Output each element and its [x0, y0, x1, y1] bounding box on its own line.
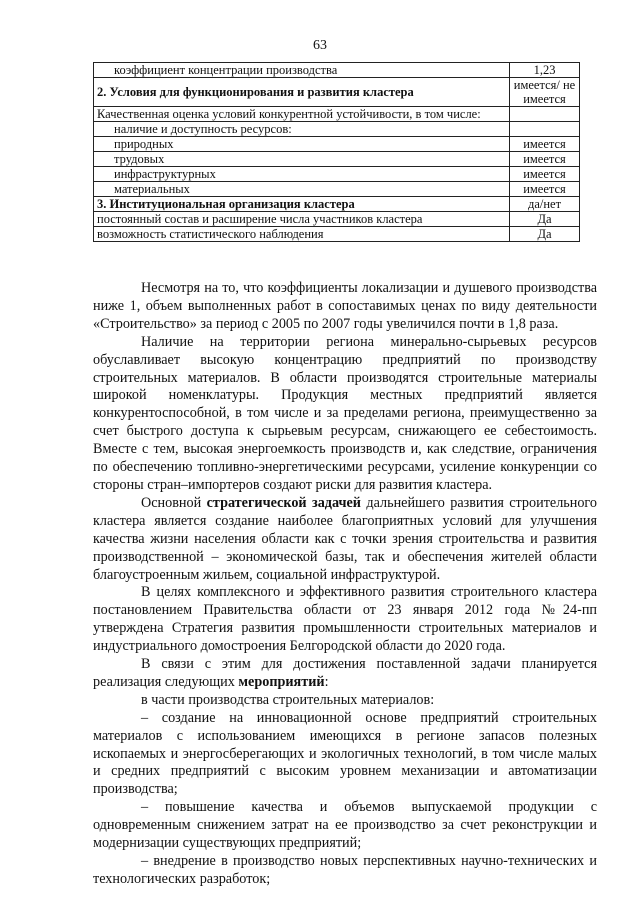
paragraph-text: Несмотря на то, что коэффициенты локализации и душевого производства ниже 1, объем выполненных работ в сопоставимых ценах по виду деятельности «Строительство» за период с 2005 по 2007 годы увеличился почти в 1,8 раза.: [93, 280, 597, 332]
row-label: коэффициент концентрации производства: [94, 63, 510, 78]
paragraph-text-tail: :: [324, 673, 329, 690]
paragraph: [93, 280, 597, 334]
paragraph-text: – внедрение в производство новых перспективных научно-технических и технологических разработок;: [93, 853, 597, 887]
emphasis-text: стратегической задачей: [206, 494, 361, 511]
paragraph: [93, 799, 597, 853]
table-row: [94, 122, 580, 137]
table-row: [94, 167, 580, 182]
row-value: имеется/ не имеется: [510, 78, 580, 107]
row-value: Да: [510, 212, 580, 227]
row-value: [510, 107, 580, 122]
paragraph-text: В связи с этим для достижения поставленной задачи планируется реализация следующих: [93, 656, 597, 690]
row-label: Качественная оценка условий конкурентной устойчивости, в том числе:: [94, 107, 510, 122]
paragraph-text-tail: дальнейшего развития строительного кластера является создание наиболее благоприятных условий для улучшения качества жизни населения области как с точки зрения строительства и развития производственной – экономической базы, так и обеспечения жителей области благоустроенным жильем, социальной инфраструктурой.: [93, 494, 597, 583]
row-label: наличие и доступность ресурсов:: [94, 122, 510, 137]
table-row: [94, 63, 580, 78]
paragraph: [93, 710, 597, 800]
row-label: возможность статистического наблюдения: [94, 227, 510, 242]
table-row: [94, 107, 580, 122]
row-value: 1,23: [510, 63, 580, 78]
row-label: 2. Условия для функционирования и развития кластера: [94, 78, 510, 107]
row-label: материальных: [94, 182, 510, 197]
paragraph: [93, 495, 597, 585]
table-row: [94, 78, 580, 107]
paragraph-text: – создание на инновационной основе предприятий строительных материалов с использованием имеющихся в регионе запасов полезных ископаемых и энергосберегающих и экологичных технологий, в том числе малых и средних предприятий с высоким уровнем механизации и автоматизации производства;: [93, 709, 597, 798]
paragraph-text: В целях комплексного и эффективного развития строительного кластера постановлением Правительства области от 23 января 2012 года №24-пп утверждена Стратегия развития промышленности строительных материалов и индустриального домостроения Белгородской области до 2020 года.: [93, 584, 597, 655]
row-label: природных: [94, 137, 510, 152]
row-value: Да: [510, 227, 580, 242]
paragraph-text: в части производства строительных материалов:: [141, 691, 435, 708]
row-value: имеется: [510, 182, 580, 197]
table-row: [94, 212, 580, 227]
body-text: [93, 280, 597, 889]
paragraph: [93, 584, 597, 656]
row-value: [510, 122, 580, 137]
row-value: да/нет: [510, 197, 580, 212]
table-row: [94, 152, 580, 167]
table-row: [94, 227, 580, 242]
table-row: [94, 197, 580, 212]
paragraph: [93, 853, 597, 889]
paragraph-text: Наличие на территории региона минерально-сырьевых ресурсов обуславливает высокую концентрацию предприятий по производству строительных материалов. В области производятся строительные материалы широкой номенклатуры. Продукция местных предприятий является конкурентоспособной, в том числе и за пределами региона, преимущественно за счет быстрого доступа к сырьевым ресурсам, снижающего ее себестоимость. Вместе с тем, высокая энергоемкость производств и, как следствие, ограничения по обеспечению топливно-энергетическими ресурсами, усиление конкуренции со стороны стран–импортеров создают риски для развития кластера.: [93, 333, 597, 493]
row-value: имеется: [510, 152, 580, 167]
table-row: [94, 182, 580, 197]
table-row: [94, 137, 580, 152]
row-label: трудовых: [94, 152, 510, 167]
row-label: инфраструктурных: [94, 167, 510, 182]
cluster-table: [93, 62, 580, 242]
row-value: имеется: [510, 167, 580, 182]
paragraph: [93, 692, 597, 710]
page-number: 63: [313, 38, 327, 53]
emphasis-text: мероприятий: [238, 673, 325, 690]
paragraph: [93, 334, 597, 495]
row-value: имеется: [510, 137, 580, 152]
paragraph-text: – повышение качества и объемов выпускаемой продукции с одновременным снижением затрат на ее производство за счет реконструкции и модернизации существующих предприятий;: [93, 799, 597, 852]
row-label: постоянный состав и расширение числа участников кластера: [94, 212, 510, 227]
paragraph: [93, 656, 597, 692]
paragraph-text: Основной: [141, 494, 207, 511]
row-label: 3. Институциональная организация кластера: [94, 197, 510, 212]
